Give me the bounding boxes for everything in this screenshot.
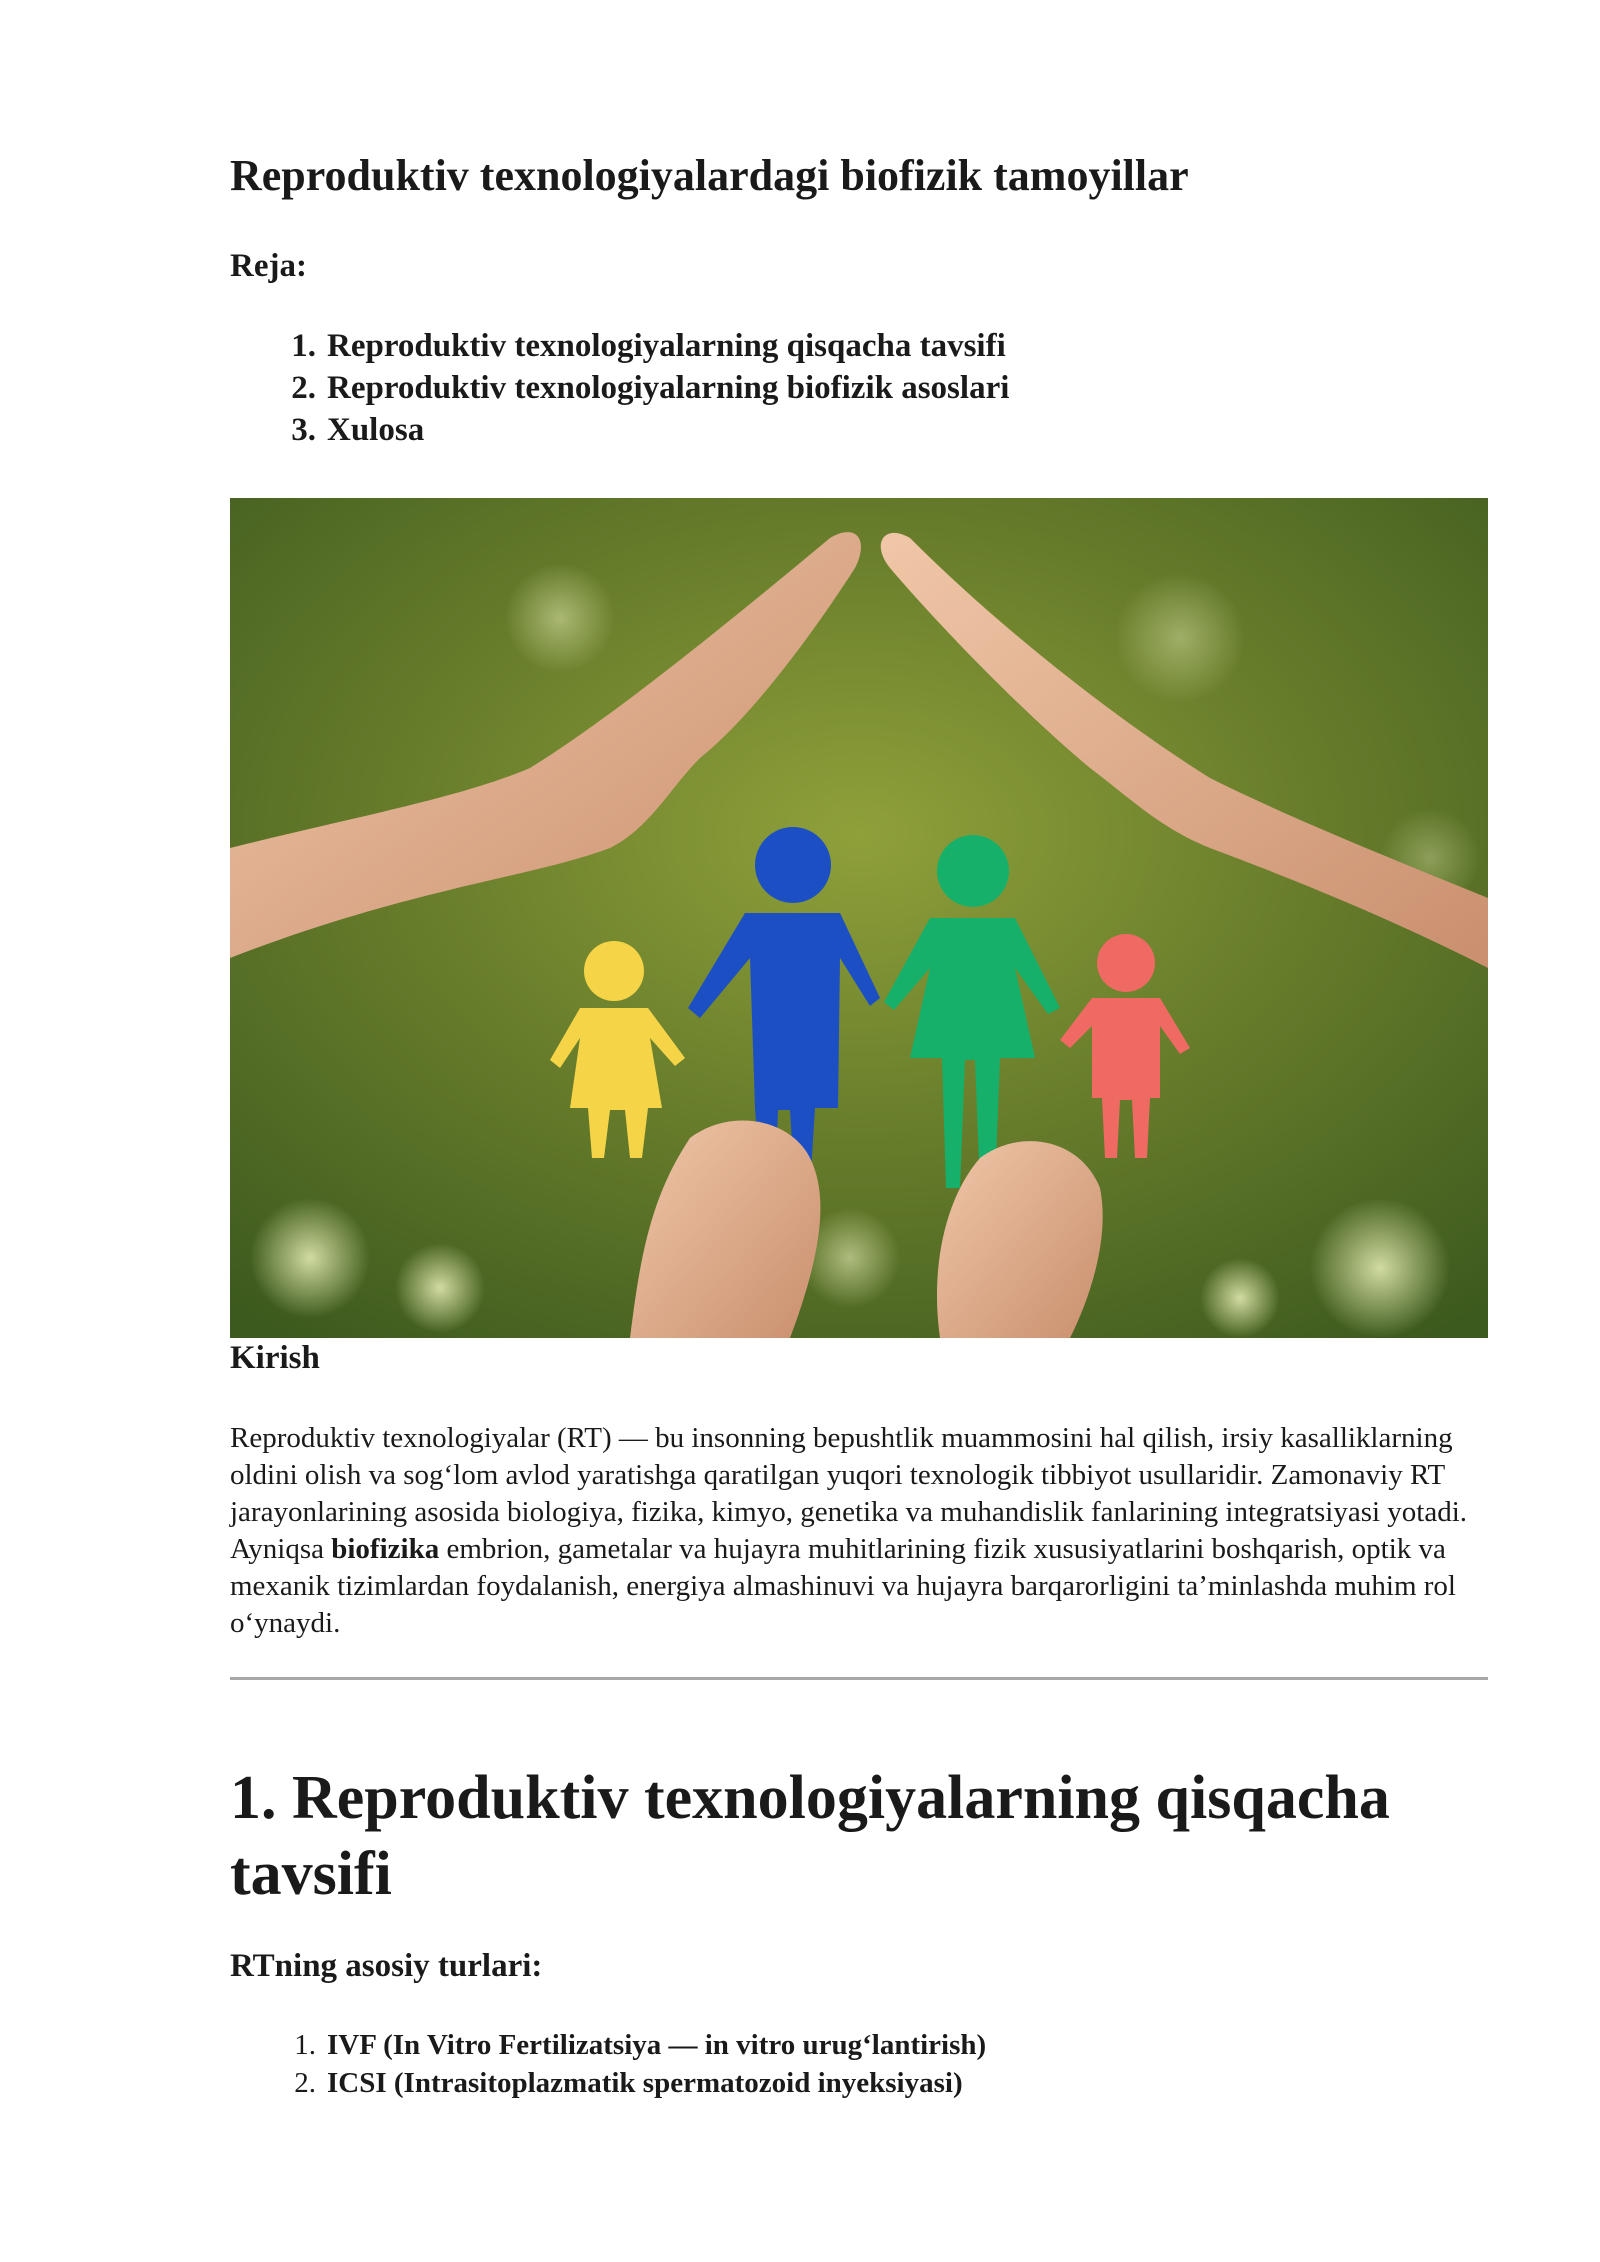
intro-text-start: Reproduktiv texnologiyalar (RT) — bu insonning bepushtlik muammosini hal qilish, irsiy kasalliklarning oldini olish va sog‘lom avlod yaratishga qaratilgan yuqori texnologik tibbiyot usullaridir. Zamonaviy RT jarayonlarining asosida biologiya, fizika, kimyo, genetika va muhandislik fanlarining integratsiyasi yotadi. Ayniqsa	[230, 1422, 1468, 1565]
list-item	[230, 2026, 986, 2064]
document-title: Reproduktiv texnologiyalardagi biofizik tamoyillar	[230, 151, 1189, 200]
section-1-subheading: RTning asosiy turlari:	[230, 1948, 543, 1984]
intro-bold-term: biofizika	[331, 1533, 440, 1565]
list-item	[230, 2064, 986, 2102]
intro-heading: Kirish	[230, 1340, 320, 1376]
plan-list	[230, 325, 1009, 451]
list-item	[230, 409, 1009, 451]
list-text: IVF (In Vitro Fertilizatsiya — in vitro urug‘lantirish)	[327, 2029, 987, 2061]
list-number: 2.	[291, 370, 316, 406]
section-1-title: 1. Reproduktiv texnologiyalarning qisqacha tavsifi	[230, 1764, 1390, 1908]
list-text: Xulosa	[327, 412, 425, 448]
list-text: Reproduktiv texnologiyalarning qisqacha tavsifi	[327, 328, 1006, 364]
list-text: Reproduktiv texnologiyalarning biofizik asoslari	[327, 370, 1010, 406]
list-item	[230, 325, 1009, 367]
intro-paragraph	[230, 1420, 1488, 1642]
rt-types-list	[230, 2026, 986, 2102]
list-number: 3.	[291, 412, 316, 448]
list-item	[230, 367, 1009, 409]
plan-heading: Reja:	[230, 248, 307, 284]
intro-text-end: embrion, gametalar va hujayra muhitlarining fizik xususiyatlarini boshqarish, optik va mexanik tizimlardan foydalanish, energiya almashinuvi va hujayra barqarorligini ta’minlashda muhim rol o‘ynaydi.	[230, 1533, 1456, 1639]
list-number: 2.	[294, 2067, 316, 2099]
list-text: ICSI (Intrasitoplazmatik spermatozoid inyeksiyasi)	[327, 2067, 963, 2099]
list-number: 1.	[291, 328, 316, 364]
hero-image	[230, 498, 1488, 1338]
list-number: 1.	[294, 2029, 316, 2061]
section-divider	[230, 1677, 1488, 1680]
